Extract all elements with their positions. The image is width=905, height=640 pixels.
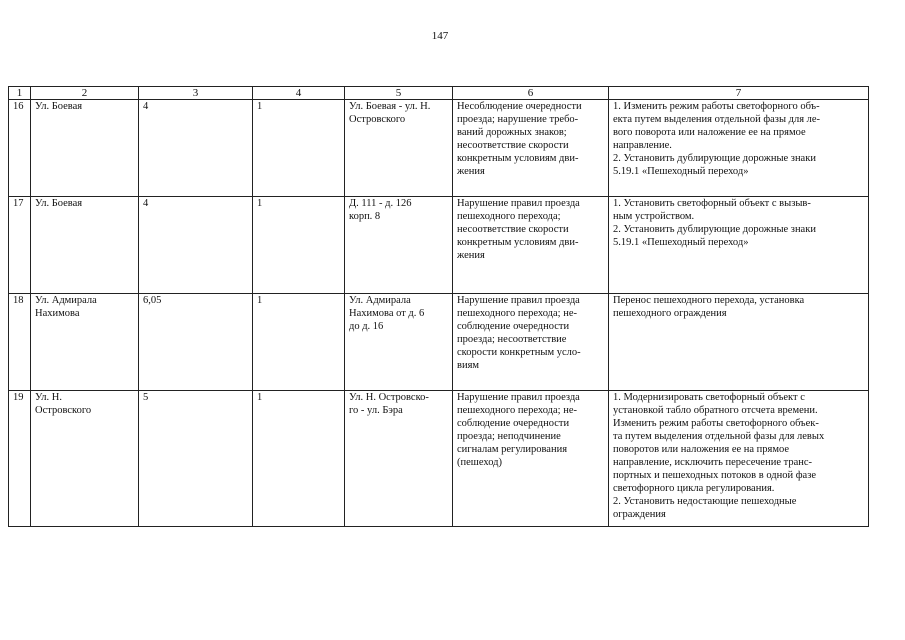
column-4-value: 1: [253, 391, 345, 527]
header-row: [9, 87, 869, 100]
road-section: Ул. Н. Островско- го - ул. Бэра: [345, 391, 453, 527]
table-row: [9, 294, 869, 391]
header-cell-2: 2: [31, 87, 139, 100]
header-cell-7: 7: [609, 87, 869, 100]
table-row: [9, 197, 869, 294]
column-4-value: 1: [253, 100, 345, 197]
accident-cause: Нарушение правил проезда пешеходного перехода; не- соблюдение очередности проезда; неподчинение сигналам регулирования (пешеход): [453, 391, 609, 527]
table-row: [9, 100, 869, 197]
header-cell-5: 5: [345, 87, 453, 100]
column-3-value: 5: [139, 391, 253, 527]
road-section: Ул. Боевая - ул. Н. Островского: [345, 100, 453, 197]
proposed-measures: 1. Установить светофорный объект с вызыв- ным устройством. 2. Установить дублирующие дорожные знаки 5.19.1 «Пешеходный переход»: [609, 197, 869, 294]
proposed-measures: 1. Модернизировать светофорный объект с установкой табло обратного отсчета времени. Изменить режим работы светофорного объек- та путем выделения отдельной фазы для левых поворотов или наложения ее на прямое направление, исключить пересечение транс- портных и пешеходных потоков в одной фазе светофорного цикла регулирования. 2. Установить недостающие пешеходные ограждения: [609, 391, 869, 527]
header-cell-4: 4: [253, 87, 345, 100]
column-3-value: 4: [139, 100, 253, 197]
column-3-value: 6,05: [139, 294, 253, 391]
header-cell-6: 6: [453, 87, 609, 100]
row-number: 18: [9, 294, 31, 391]
page-number: 147: [431, 30, 449, 42]
header-cell-1: 1: [9, 87, 31, 100]
accident-cause: Несоблюдение очередности проезда; нарушение требо- ваний дорожных знаков; несоответствие скорости конкретным условиям дви- жения: [453, 100, 609, 197]
row-number: 17: [9, 197, 31, 294]
accident-cause: Нарушение правил проезда пешеходного перехода; не- соблюдение очередности проезда; несоответствие скорости конкретным усло- виям: [453, 294, 609, 391]
table-row: [9, 391, 869, 527]
road-section: Ул. Адмирала Нахимова от д. 6 до д. 16: [345, 294, 453, 391]
street-name: Ул. Адмирала Нахимова: [31, 294, 139, 391]
proposed-measures: 1. Изменить режим работы светофорного объ- екта путем выделения отдельной фазы для ле- вого поворота или наложение ее на прямое направление. 2. Установить дублирующие дорожные знаки 5.19.1 «Пешеходный переход»: [609, 100, 869, 197]
road-section: Д. 111 - д. 126 корп. 8: [345, 197, 453, 294]
street-name: Ул. Н. Островского: [31, 391, 139, 527]
measures-table: [8, 86, 869, 527]
column-4-value: 1: [253, 294, 345, 391]
accident-cause: Нарушение правил проезда пешеходного перехода; несоответствие скорости конкретным условиям дви- жения: [453, 197, 609, 294]
row-number: 16: [9, 100, 31, 197]
street-name: Ул. Боевая: [31, 197, 139, 294]
column-3-value: 4: [139, 197, 253, 294]
proposed-measures: Перенос пешеходного перехода, установка пешеходного ограждения: [609, 294, 869, 391]
column-4-value: 1: [253, 197, 345, 294]
street-name: Ул. Боевая: [31, 100, 139, 197]
header-cell-3: 3: [139, 87, 253, 100]
row-number: 19: [9, 391, 31, 527]
